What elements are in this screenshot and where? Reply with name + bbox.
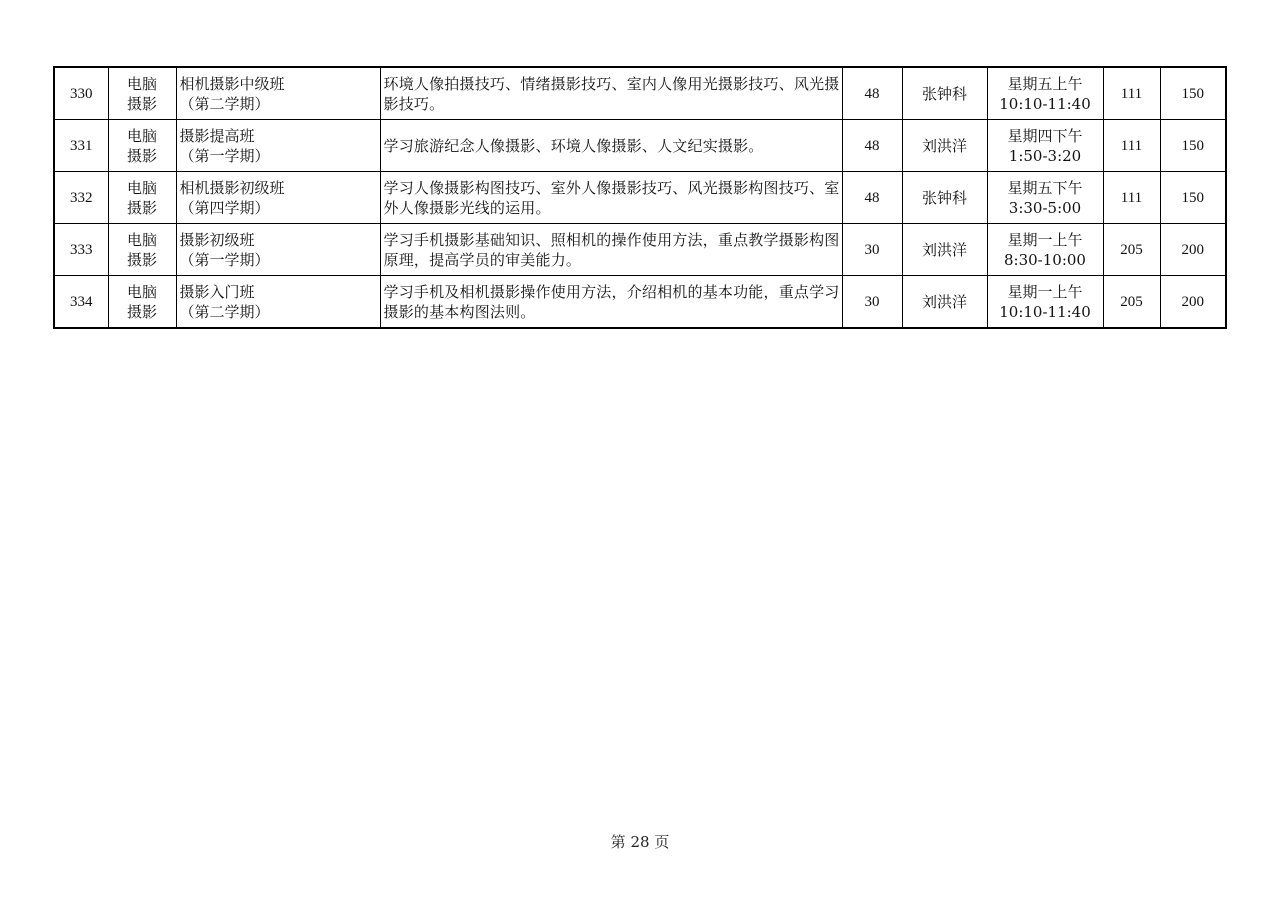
cell-description: 学习人像摄影构图技巧、室外人像摄影技巧、风光摄影构图技巧、室外人像摄影光线的运用。 — [380, 172, 842, 224]
cell-teacher: 刘洪洋 — [902, 276, 987, 329]
cell-teacher: 张钟科 — [902, 67, 987, 120]
table-row — [54, 120, 1226, 172]
page-number: 28 — [630, 833, 650, 851]
cell-schedule: 星期五下午 3:30-5:00 — [987, 172, 1103, 224]
cell-hours: 30 — [842, 224, 902, 276]
cell-course-name: 摄影初级班 （第一学期） — [176, 224, 380, 276]
cell-category: 电脑 摄影 — [108, 276, 176, 329]
cell-id: 333 — [54, 224, 108, 276]
course-table — [53, 66, 1227, 329]
cell-id: 332 — [54, 172, 108, 224]
cell-fee: 200 — [1160, 224, 1226, 276]
cell-course-name: 相机摄影初级班 （第四学期） — [176, 172, 380, 224]
footer-prefix: 第 — [610, 833, 626, 851]
cell-description: 学习旅游纪念人像摄影、环境人像摄影、人文纪实摄影。 — [380, 120, 842, 172]
table-row — [54, 67, 1226, 120]
cell-teacher: 张钟科 — [902, 172, 987, 224]
cell-room: 111 — [1103, 67, 1160, 120]
cell-room: 111 — [1103, 120, 1160, 172]
cell-category: 电脑 摄影 — [108, 224, 176, 276]
cell-room: 205 — [1103, 276, 1160, 329]
cell-hours: 30 — [842, 276, 902, 329]
cell-schedule: 星期一上午 8:30-10:00 — [987, 224, 1103, 276]
cell-description: 学习手机及相机摄影操作使用方法，介绍相机的基本功能，重点学习摄影的基本构图法则。 — [380, 276, 842, 329]
cell-description: 学习手机摄影基础知识、照相机的操作使用方法，重点教学摄影构图原理，提高学员的审美能力。 — [380, 224, 842, 276]
cell-fee: 150 — [1160, 120, 1226, 172]
cell-room: 111 — [1103, 172, 1160, 224]
cell-hours: 48 — [842, 67, 902, 120]
cell-description: 环境人像拍摄技巧、情绪摄影技巧、室内人像用光摄影技巧、风光摄影技巧。 — [380, 67, 842, 120]
cell-fee: 150 — [1160, 67, 1226, 120]
cell-fee: 200 — [1160, 276, 1226, 329]
cell-course-name: 摄影入门班 （第二学期） — [176, 276, 380, 329]
cell-category: 电脑 摄影 — [108, 67, 176, 120]
cell-hours: 48 — [842, 120, 902, 172]
cell-schedule: 星期四下午 1:50-3:20 — [987, 120, 1103, 172]
cell-id: 330 — [54, 67, 108, 120]
table-row — [54, 224, 1226, 276]
page-footer — [0, 831, 1280, 852]
cell-teacher: 刘洪洋 — [902, 224, 987, 276]
table-row — [54, 276, 1226, 329]
cell-fee: 150 — [1160, 172, 1226, 224]
cell-room: 205 — [1103, 224, 1160, 276]
cell-category: 电脑 摄影 — [108, 172, 176, 224]
table-row — [54, 172, 1226, 224]
cell-course-name: 相机摄影中级班 （第二学期） — [176, 67, 380, 120]
cell-course-name: 摄影提高班 （第一学期） — [176, 120, 380, 172]
cell-id: 334 — [54, 276, 108, 329]
cell-schedule: 星期一上午 10:10-11:40 — [987, 276, 1103, 329]
cell-category: 电脑 摄影 — [108, 120, 176, 172]
cell-schedule: 星期五上午 10:10-11:40 — [987, 67, 1103, 120]
footer-suffix: 页 — [654, 833, 670, 851]
cell-id: 331 — [54, 120, 108, 172]
cell-hours: 48 — [842, 172, 902, 224]
cell-teacher: 刘洪洋 — [902, 120, 987, 172]
table-body — [54, 67, 1226, 328]
